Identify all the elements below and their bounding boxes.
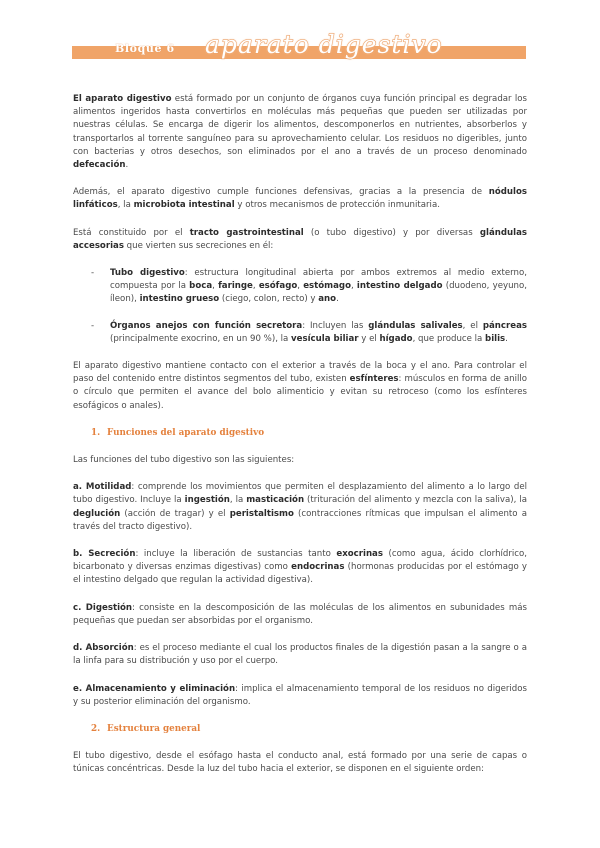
function-secrecion: b. Secreción: incluye la liberación de sustancias tanto exocrinas (como agua, ácido clorhídrico, bicarbonato y diversas enzimas digestivas) como endocrinas (hormonas producidas por el estómago y el intestino delgado que regulan la actividad digestiva). [73, 549, 527, 586]
term: microbiota intestinal [133, 200, 235, 211]
term: El aparato digestivo [73, 94, 172, 104]
function-absorcion: d. Absorción: es el proceso mediante el cual los productos finales de la digestión pasan a la sangre o a la linfa para su distribución y uso por el cuerpo. [73, 643, 528, 667]
section-1-heading: 1. Funciones del aparato digestivo [91, 427, 265, 438]
term: glándulas accesorias [73, 227, 527, 251]
term: nódulos linfáticos [73, 187, 527, 211]
components-list [73, 267, 527, 346]
section-2-heading: 2. Estructura general [91, 723, 201, 734]
function-motilidad: a. Motilidad: comprende los movimientos que permiten el desplazamiento del alimento a lo largo del tubo digestivo. Incluye la ingestión, la masticación (trituración del alimento y mezcla con la saliva), la deglución (acción de tragar) y el peristaltismo (contracciones rítmicas que impulsan el alimento a través del tracto digestivo). [73, 482, 527, 532]
intro-paragraph-3: Está constituido por el tracto gastrointestinal (o tubo digestivo) y por diversas glándulas accesorias que vierten sus secreciones en él: [73, 227, 527, 251]
term: defecación [73, 160, 126, 171]
page-title: aparato digestivo [205, 30, 443, 59]
document-body [73, 93, 527, 791]
term: tracto gastrointestinal [189, 227, 304, 238]
intro-paragraph-1: El aparato digestivo está formado por un conjunto de órganos cuya función principal es degradar los alimentos ingeridos hasta convertirlos en moléculas más pequeñas que pueden ser utilizadas por nuestras células. Se encarga de digerir los alimentos, descomponerlos en nutrientes, absorberlos y transportarlos al torrente sanguíneo para su aprovechamiento celular. Los residuos no digeribles, junto con bacterias y otros desechos, son eliminados por el ano a través de un proceso denominado defecación. [73, 94, 527, 171]
block-label: Bloque 6 [115, 42, 175, 55]
list-item: - Tubo digestivo: estructura longitudinal abierta por ambos extremos al medio externo, compuesta por la boca, faringe, esófago, estómago, intestino delgado (duodeno, yeyuno, íleon), intestino grueso (ciego, colon, recto) y ano. [110, 267, 527, 307]
intro-paragraph-2: Además, el aparato digestivo cumple funciones defensivas, gracias a la presencia de nódulos linfáticos, la microbiota intestinal y otros mecanismos de protección inmunitaria. [73, 187, 527, 211]
function-digestion: c. Digestión: consiste en la descomposición de las moléculas de los alimentos en subunidades más pequeñas que puedan ser absorbidas por el organismo. [73, 602, 527, 626]
section-2-text: El tubo digestivo, desde el esófago hasta el conducto anal, está formado por una serie de capas o túnicas concéntricas. Desde la luz del tubo hacia el exterior, se disponen en el siguiente orden: [73, 751, 527, 775]
list-item: - Órganos anejos con función secretora: Incluyen las glándulas salivales, el páncreas (principalmente exocrino, en un 90 %), la vesícula biliar y el hígado, que produce la bilis. [110, 320, 527, 346]
section-1-lead: Las funciones del tubo digestivo son las siguientes: [73, 455, 295, 466]
contact-paragraph: El aparato digestivo mantiene contacto con el exterior a través de la boca y el ano. Para controlar el paso del contenido entre distintos segmentos del tubo, existen esfínteres: músculos en forma de anillo o círculo que permiten el avance del bolo alimenticio y evitan su retroceso (como los esfínteres esofágicos o anales). [73, 361, 527, 411]
function-almacenamiento: e. Almacenamiento y eliminación: implica el almacenamiento temporal de los residuos no digeridos y su posterior eliminación del organismo. [73, 683, 527, 707]
